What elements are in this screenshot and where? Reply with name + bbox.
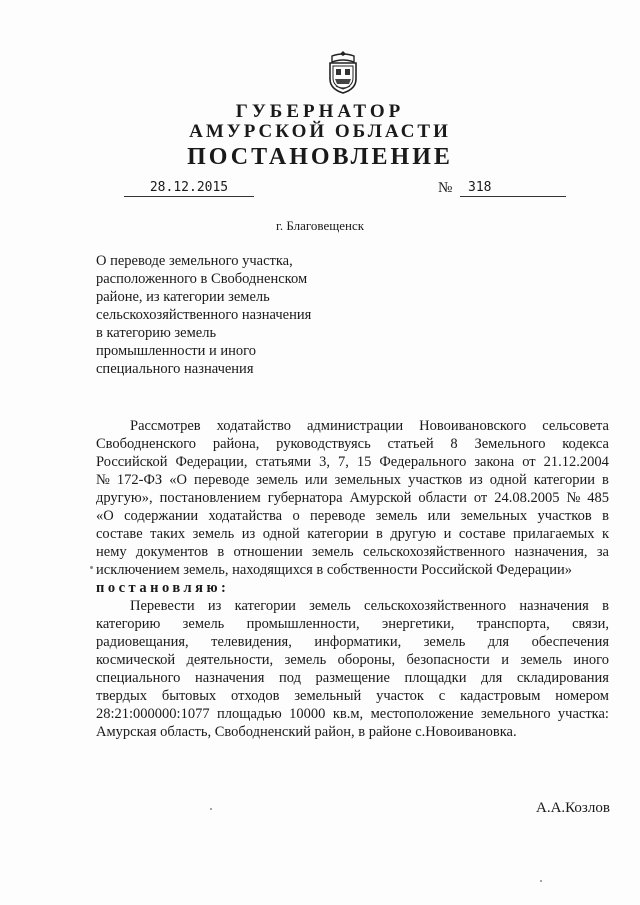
decision-line [96,633,609,651]
subject-line: в категорию земель [96,325,217,341]
word: номером [555,688,609,704]
decision-line [96,597,609,615]
decree-number: 318 [460,180,566,197]
word: кодекса [562,436,609,452]
word: одной [262,526,300,542]
word: категории [234,598,296,614]
word: для [481,670,503,686]
preamble-line [96,543,609,561]
word: 10000 [289,706,326,722]
word: отношении [233,544,303,560]
word: для [487,634,510,650]
word: № [96,472,110,488]
word: ходатайства [208,508,283,524]
word: в [217,544,225,560]
word: Федерации, [175,454,248,470]
decree-date: 28.12.2015 [124,180,254,197]
word: земель [284,652,327,668]
heading-governor: ГУБЕРНАТОР [235,101,405,122]
word: земель [182,616,225,632]
word: составе [458,526,506,542]
word: статьей [387,436,434,452]
decision-line [96,687,609,705]
scan-speck [210,808,212,810]
word: в [602,472,609,488]
preamble-line: исключением земель, находящихся в собственности Российской Федерации» [96,562,572,578]
word: Российской [96,454,168,470]
word: обеспечения [531,634,609,650]
word: назначения [519,598,589,614]
decision-line [96,705,609,723]
subject-line: районе, из категории земель [96,289,270,305]
word: транспорта, [476,616,550,632]
word: администрации [306,418,404,434]
word: земельный [294,688,362,704]
preamble-line [96,525,609,543]
word: Новоивановского [419,418,527,434]
word: «О [96,508,114,524]
word: космической [96,652,176,668]
scan-speck [540,880,542,882]
scan-speck [90,566,93,569]
subject-line: промышленности и иного [96,343,257,359]
decision-line [96,615,609,633]
word: местоположение [370,706,474,722]
decree-body [96,417,609,741]
decision-line [96,651,609,669]
word: или [427,508,451,524]
resolve-word: постановляю: [96,580,230,596]
word: связи, [572,616,609,632]
word: Амурской [349,490,412,506]
word: «О [169,472,187,488]
word: Перевести [130,598,195,614]
word: № [566,490,581,506]
word: таких [150,526,186,542]
word: деятельности, [186,652,274,668]
word: составе [96,526,143,542]
word: площадки [404,670,467,686]
word: переводе [193,472,250,488]
word: 15 [356,454,372,470]
word: от [522,454,536,470]
word: постановлением [159,490,261,506]
word: информатики, [314,634,402,650]
word: энергетики, [381,616,455,632]
word: документов [135,544,209,560]
word: 7, [337,454,349,470]
word: специального [96,670,181,686]
word: земельных [460,508,528,524]
word: земель [256,472,298,488]
word: из [469,472,483,488]
preamble-line [96,471,609,489]
word: от [473,490,488,506]
heading-region: АМУРСКОЙ ОБЛАСТИ [189,121,451,142]
city-line: г. Благовещенск [275,218,365,233]
word: земель [423,634,466,650]
word: Рассмотрев [130,418,201,434]
word: из [207,598,222,614]
word: за [596,544,609,560]
word: иного [573,652,609,668]
word: в [602,598,609,614]
word: назначения [194,670,265,686]
word: земель [192,526,235,542]
word: другую [390,526,437,542]
word: и [501,652,509,668]
word: земель [312,544,354,560]
word: района, [212,436,260,452]
word: категорию [96,616,161,632]
word: Федерального [379,454,467,470]
decision-line: Амурская область, Свободненский район, в районе с.Новоивановка. [96,724,517,740]
word: промышленности, [246,616,360,632]
word: о [292,508,300,524]
word: кадастровым [460,688,541,704]
word: 485 [587,490,609,506]
word: участка: [557,706,609,722]
word: земель [375,508,418,524]
subject-line: расположенного в Свободненском [96,271,308,287]
word: в [376,526,383,542]
heading-decree: ПОСТАНОВЛЕНИЕ [187,144,453,170]
word: статьями [255,454,312,470]
word: области [418,490,467,506]
word: одной [489,472,527,488]
word: с [438,688,446,704]
word: и [443,526,452,542]
word: закона [474,454,515,470]
word: 172-ФЗ [116,472,163,488]
word: к [601,526,609,542]
decree-subject [96,252,356,378]
word: размещение [315,670,390,686]
word: 8 [450,436,458,452]
subject-line: сельскохозяйственного назначения [96,307,312,323]
word: Свободненского [96,436,197,452]
word: земель [309,598,351,614]
word: губернатора [267,490,343,506]
decision-line [96,669,609,687]
word: телевидения, [211,634,292,650]
word: складирования [516,670,609,686]
word: земельных [334,472,402,488]
word: безопасности [406,652,490,668]
word: бытовых [161,688,217,704]
word: Земельного [474,436,546,452]
word: другую», [96,490,153,506]
preamble-line [96,417,609,435]
signature-name: А.А.Козлов [536,800,610,816]
word: обороны, [337,652,396,668]
word: сельсовета [542,418,609,434]
word: переводе [310,508,366,524]
word: твердых [96,688,147,704]
subject-line: О переводе земельного участка, [96,253,293,269]
word: сельскохозяйственного [363,598,507,614]
word: участок [376,688,424,704]
word: площадью [217,706,282,722]
preamble-line [96,453,609,471]
preamble-line [96,489,609,507]
word: 24.08.2005 [494,490,560,506]
word: в [602,508,609,524]
word: отходов [231,688,280,704]
word: радиовещания, [96,634,189,650]
word: категории [307,526,369,542]
word: под [278,670,301,686]
word: 28:21:000000:1077 [96,706,210,722]
word: назначения, [514,544,588,560]
word: участков [537,508,592,524]
word: или [304,472,328,488]
decree-number-label: № [438,180,453,196]
preamble-line [96,507,609,525]
word: участков [408,472,463,488]
word: земельного [481,706,551,722]
word: 21.12.2004 [543,454,609,470]
word: нему [96,544,127,560]
word: 3, [319,454,330,470]
word: прилагаемых [513,526,595,542]
word: из [241,526,256,542]
word: кв.м, [332,706,364,722]
word: руководствуясь [276,436,371,452]
subject-line: специального назначения [96,361,254,377]
word: категории [533,472,596,488]
word: земель [520,652,562,668]
word: ходатайство [216,418,292,434]
word: содержании [124,508,199,524]
word: сельскохозяйственного [362,544,506,560]
preamble-line [96,435,609,453]
coat-of-arms-icon [326,50,360,94]
